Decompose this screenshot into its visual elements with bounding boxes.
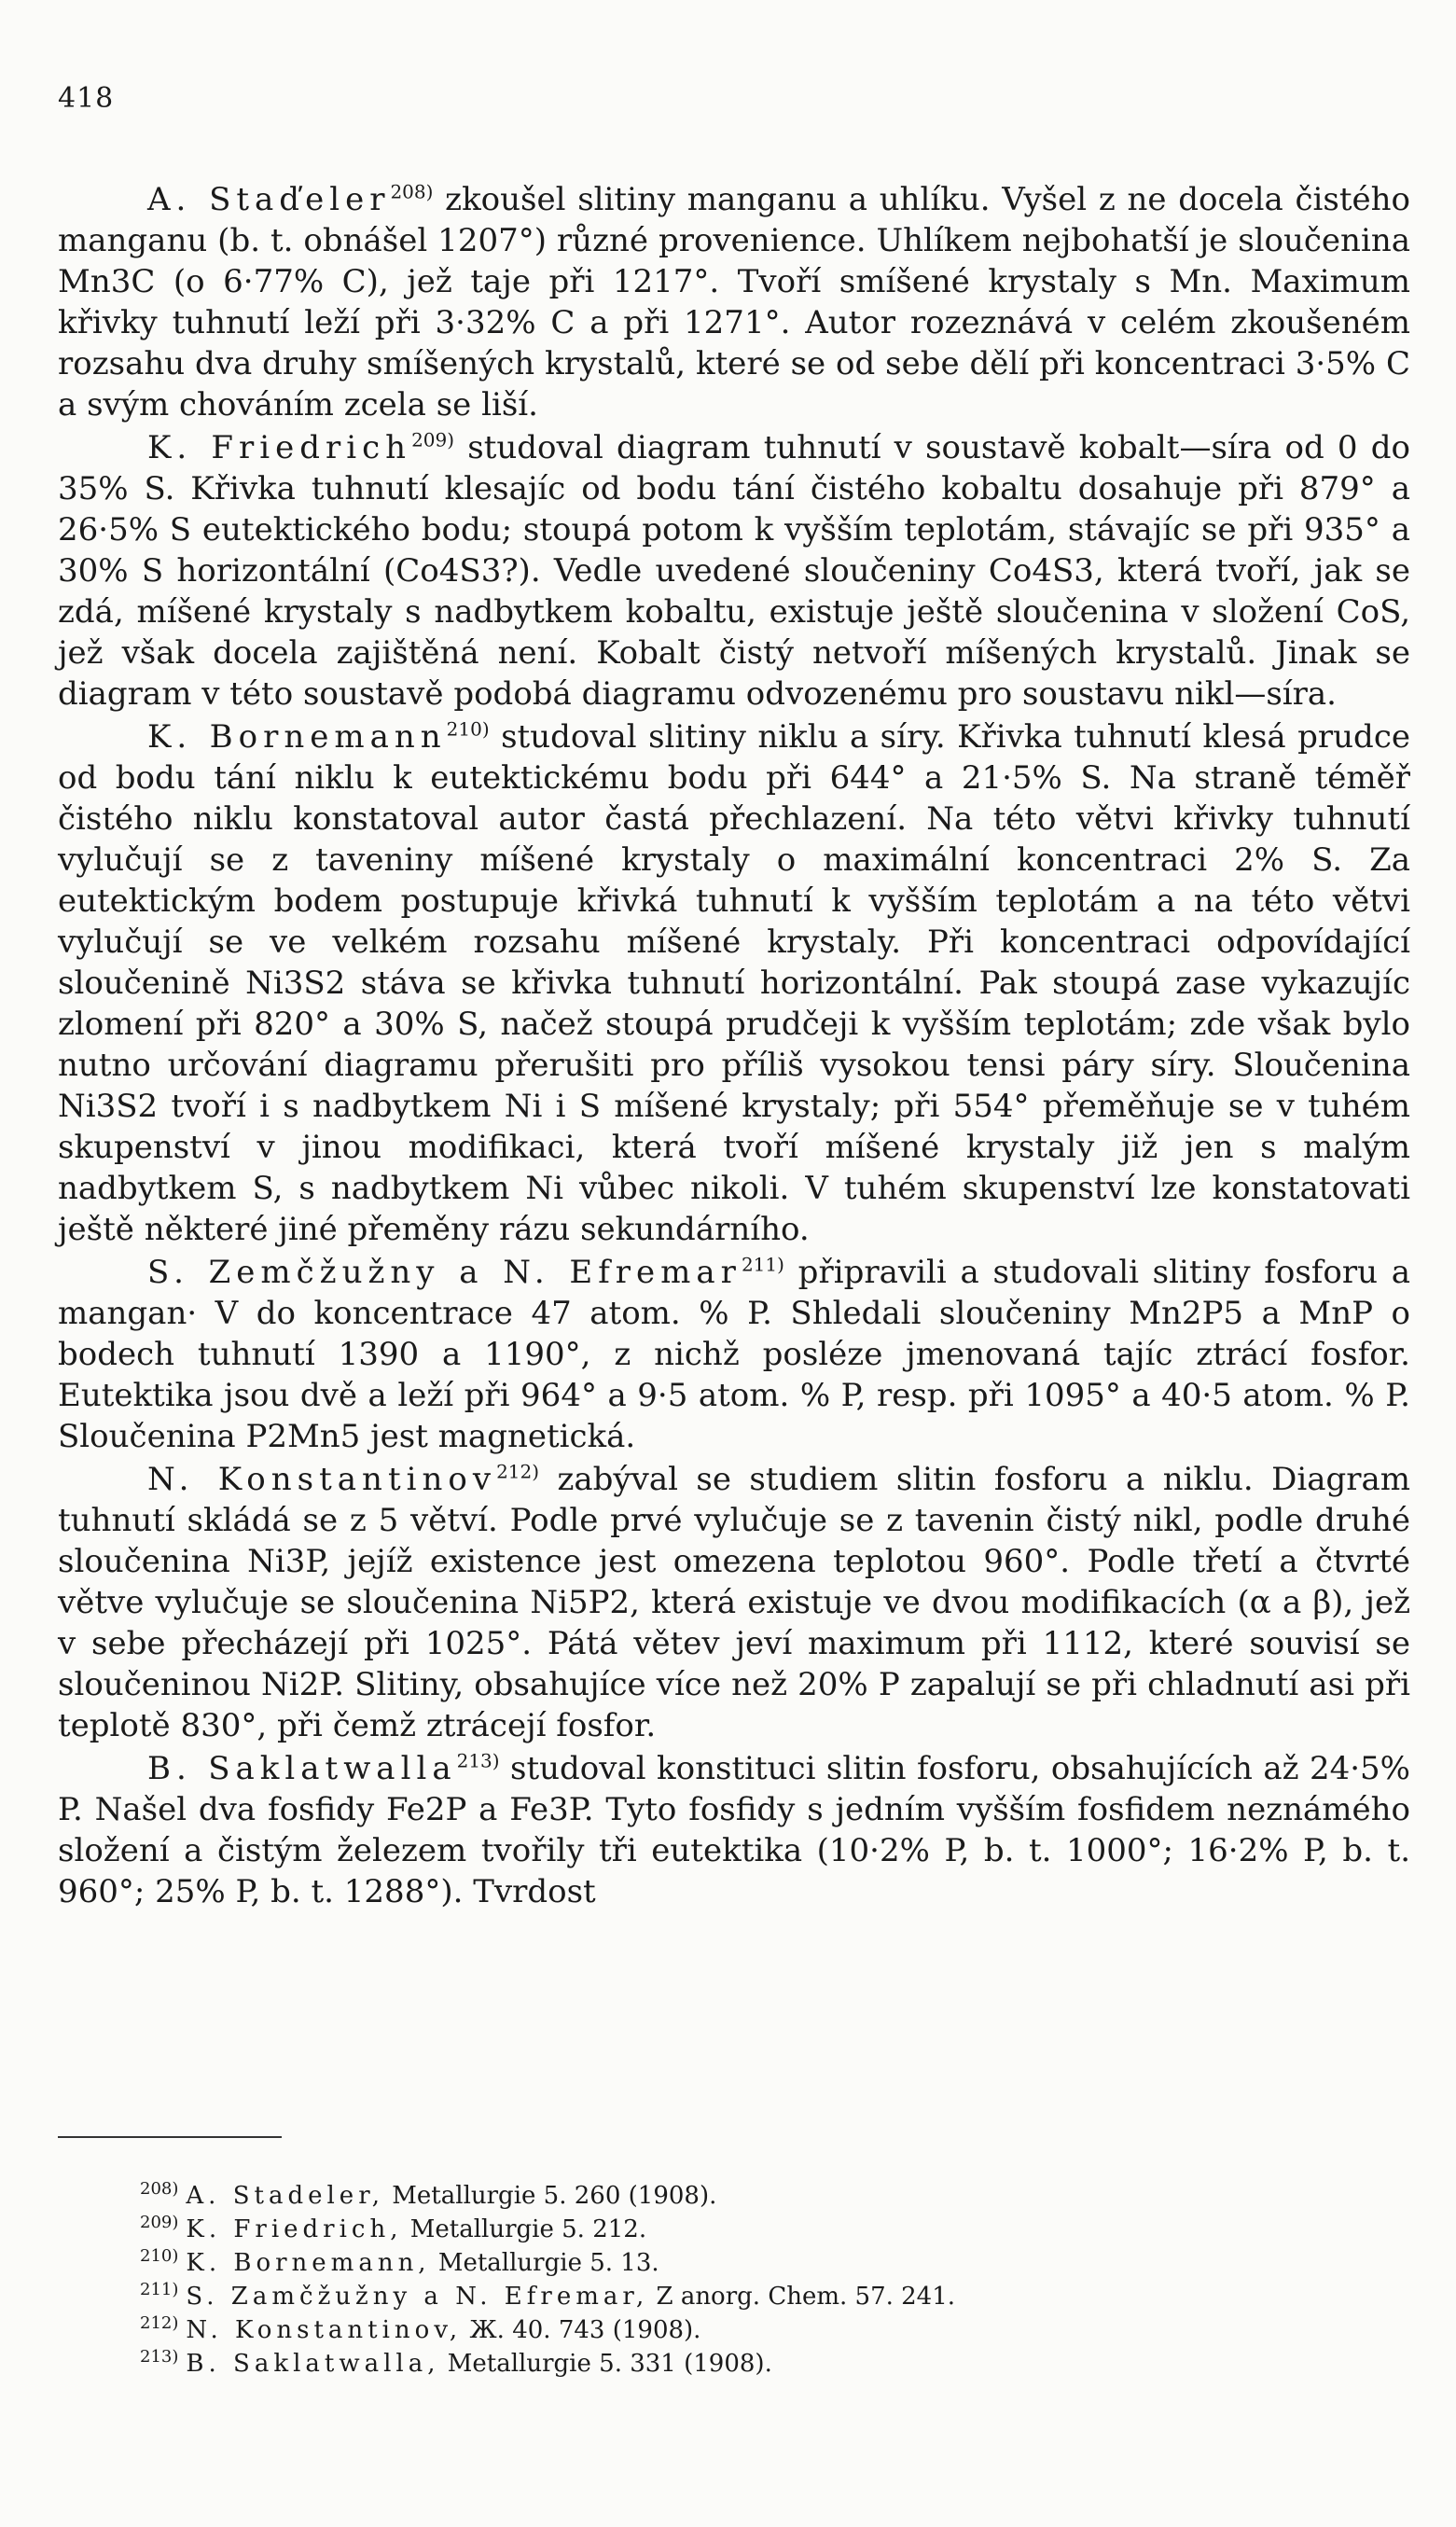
- page-number: 418: [58, 82, 115, 115]
- author-name: K. Friedrich: [147, 429, 412, 466]
- footnote-text: Metallurgie 5. 260 (1908).: [384, 2182, 717, 2210]
- paragraph-text: připravili a studovali slitiny fosforu a mangan· V do koncentrace 47 atom. % P. Shledali sloučeniny Mn2P5 a MnP o bodech tuhnutí 1390 a 1190°, z nichž posléze jmenovaná tajíc ztrácí fosfor. Eutektika jsou dvě a leží při 964° a 9·5 atom. % P, resp. při 1095° a 40·5 atom. % P. Sloučenina P2Mn5 jest magnetická.: [58, 1254, 1411, 1455]
- paragraph: [58, 1459, 1410, 1746]
- paragraph: [58, 1748, 1410, 1912]
- footnote-ref[interactable]: 211): [741, 1253, 784, 1276]
- footnote-text: Metallurgie 5. 212.: [402, 2215, 647, 2243]
- paragraph-text: zabýval se studiem slitin fosforu a niklu. Diagram tuhnutí skládá se z 5 větví. Podle prvé vylučuje se z tavenin čistý nikl, podle druhé sloučenina Ni3P, jejíž existence jest omezena teplotou 960°. Podle třetí a čtvrté větve vylučuje se sloučenina Ni5P2, která existuje ve dvou modifikacích (α a β), jež v sebe přecházejí při 1025°. Pátá větev jeví maximum při 1112, které souvisí se sloučeninou Ni2P. Slitiny, obsahujíce více než 20% P zapalují se při chladnutí asi při teplotě 830°, při čemž ztrácejí fosfor.: [58, 1461, 1411, 1744]
- paragraph-text: zkoušel slitiny manganu a uhlíku. Vyšel z ne docela čistého manganu (b. t. obnášel 1207°) různé provenience. Uhlíkem nejbohatší je sloučenina Mn3C (o 6·77% C), jež taje při 1217°. Tvoří smíšené krystaly s Mn. Maximum křivky tuhnutí leží při 3·32% C a při 1271°. Autor rozeznává v celém zkoušeném rozsahu dva druhy smíšených krystalů, které se od sebe dělí při koncentraci 3·5% C a svým chováním zcela se liší.: [58, 181, 1411, 423]
- author-name: S. Zemčžužny a N. Efremar: [147, 1254, 742, 1291]
- body-text: [58, 179, 1410, 1912]
- footnote: [140, 2347, 1259, 2381]
- footnote-number: 211): [140, 2280, 179, 2300]
- footnote-divider: [58, 2136, 282, 2138]
- footnote-ref[interactable]: 209): [411, 428, 455, 451]
- footnote-author: A. Stadeler,: [186, 2182, 385, 2210]
- paragraph-text: studoval diagram tuhnutí v soustavě kobalt—síra od 0 do 35% S. Křivka tuhnutí klesajíc od bodu tání čistého kobaltu dosahuje při 879° a 26·5% S eutektického bodu; stoupá potom k vyšším teplotám, stávajíc se při 935° a 30% S horizontální (Co4S3?). Vedle uvedené sloučeniny Co4S3, která tvoří, jak se zdá, míšené krystaly s nadbytkem kobaltu, existuje ještě sloučenina v složení CoS, jež však docela zajištěná není. Kobalt čistý netvoří míšených krystalů. Jinak se diagram v této soustavě podobá diagramu odvozenému pro soustavu nikl—síra.: [58, 429, 1410, 713]
- footnote-number: 213): [140, 2347, 179, 2367]
- author-name: N. Konstantinov: [147, 1461, 497, 1498]
- footnote-author: S. Zamčžužny a N. Efremar,: [186, 2283, 649, 2311]
- paragraph-text: studoval slitiny niklu a síry. Křivka tuhnutí klesá prudce od bodu tání niklu k eutektickému bodu při 644° a 21·5% S. Na straně téměř čistého niklu konstatoval autor častá přechlazení. Na této větvi křivky tuhnutí vylučují se z taveniny míšené krystaly o maximální koncentraci 2% S. Za eutektickým bodem postupuje křivká tuhnutí k vyšším teplotám a na této větvi vylučují se ve velkém rozsahu míšené krystaly. Při koncentraci odpovídající sloučenině Ni3S2 stáva se křivka tuhnutí horizontální. Pak stoupá zase vykazujíc zlomení při 820° a 30% S, načež stoupá prudčeji k vyšším teplotám; zde však bylo nutno určování diagramu přerušiti pro příliš vysokou tensi páry síry. Sloučenina Ni3S2 tvoří i s nadbytkem Ni i S míšené krystaly; při 554° přeměňuje se v tuhém skupenství v jinou modifikaci, která tvoří míšené krystaly již jen s malým nadbytkem S, s nadbytkem Ni vůbec nikoli. V tuhém skupenství lze konstatovati ještě některé jiné přeměny rázu sekundárního.: [58, 718, 1410, 1248]
- footnote: [140, 2179, 1259, 2213]
- footnote: [140, 2280, 1259, 2313]
- footnote-number: 210): [140, 2246, 179, 2267]
- footnote-text: Ж. 40. 743 (1908).: [462, 2316, 701, 2344]
- footnote-number: 209): [140, 2213, 179, 2233]
- paragraph: [58, 179, 1410, 425]
- footnote: [140, 2213, 1259, 2246]
- footnote-author: N. Konstantinov,: [186, 2316, 463, 2344]
- footnote: [140, 2246, 1259, 2280]
- footnote-ref[interactable]: 208): [390, 180, 434, 203]
- footnote-ref[interactable]: 213): [456, 1749, 500, 1772]
- paragraph: [58, 427, 1410, 715]
- footnote-text: Metallurgie 5. 13.: [430, 2249, 659, 2277]
- footnote-author: K. Friedrich,: [186, 2215, 403, 2243]
- footnote-ref[interactable]: 212): [496, 1460, 540, 1483]
- footnote-text: Z anorg. Chem. 57. 241.: [648, 2283, 956, 2311]
- footnotes: [140, 2179, 1259, 2381]
- author-name: B. Saklatwalla: [147, 1750, 457, 1787]
- footnote-number: 208): [140, 2179, 179, 2200]
- author-name: A. Staďeler: [147, 181, 391, 218]
- footnote: [140, 2313, 1259, 2347]
- footnote-author: K. Bornemann,: [186, 2249, 431, 2277]
- paragraph: [58, 716, 1410, 1250]
- author-name: K. Bornemann: [147, 718, 447, 756]
- paragraph-text: studoval konstituci slitin fosforu, obsahujících až 24·5% P. Našel dva fosfidy Fe2P a Fe3P. Tyto fosfidy s jedním vyšším fosfidem neznámého složení a čistým železem tvořily tři eutektika (10·2% P, b. t. 1000°; 16·2% P, b. t. 960°; 25% P, b. t. 1288°). Tvrdost: [58, 1750, 1410, 1910]
- paragraph: [58, 1252, 1410, 1457]
- footnote-author: B. Saklatwalla,: [186, 2350, 440, 2378]
- footnote-number: 212): [140, 2313, 179, 2334]
- footnote-text: Metallurgie 5. 331 (1908).: [439, 2350, 772, 2378]
- footnote-ref[interactable]: 210): [446, 717, 490, 741]
